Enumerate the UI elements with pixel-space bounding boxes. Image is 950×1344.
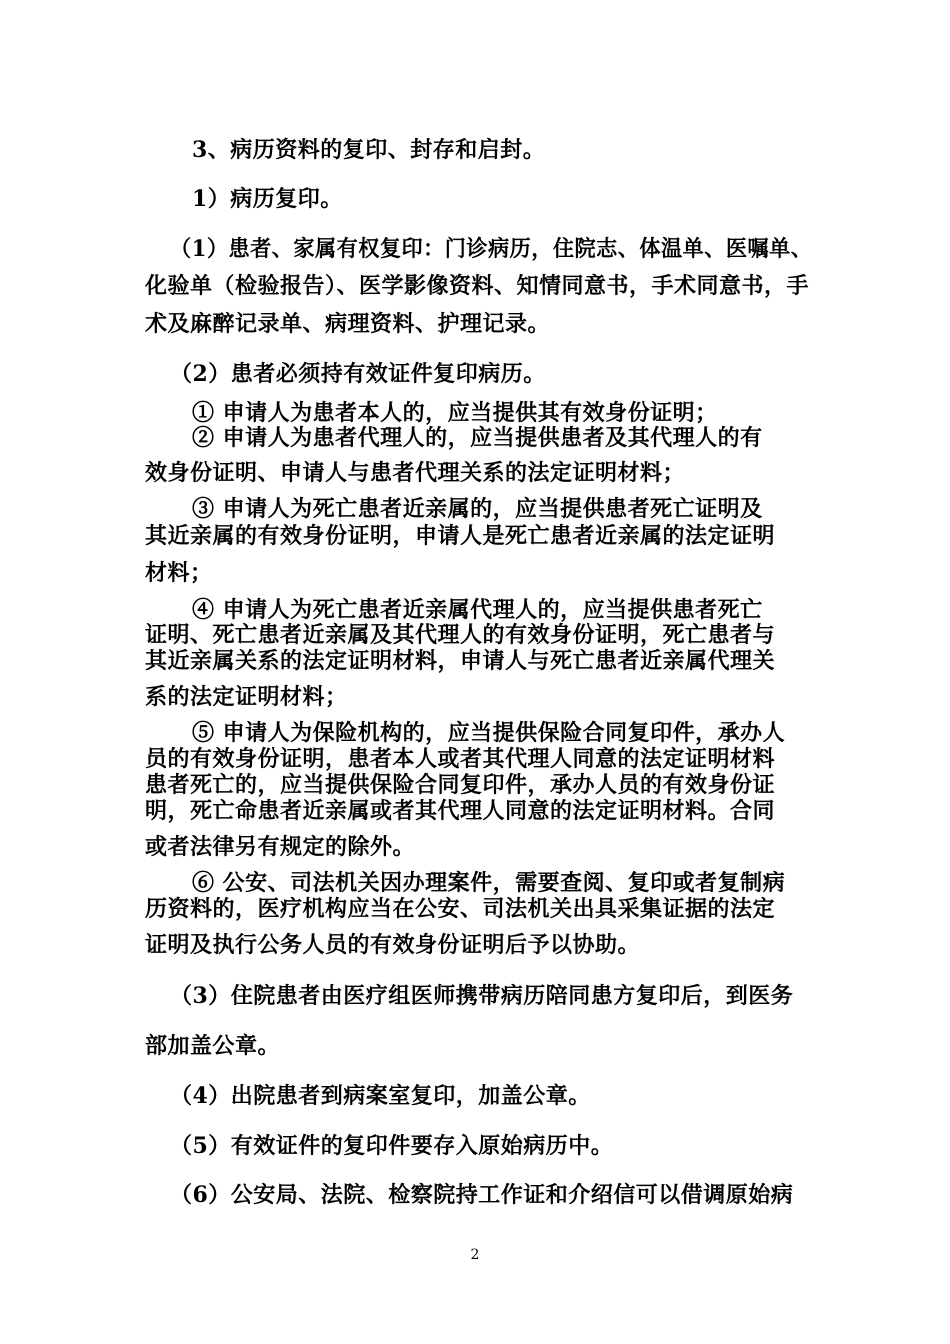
list-item-line: 患者死亡的，应当提供保险合同复印件，承办人员的有效身份证 <box>145 772 776 798</box>
subsection-heading: 1）病历复印。 <box>192 186 343 212</box>
paragraph-line: （5）有效证件的复印件要存入原始病历中。 <box>170 1133 614 1159</box>
section-heading: 3、病历资料的复印、封存和启封。 <box>192 137 546 163</box>
list-item-line: 明，死亡命患者近亲属或者其代理人同意的法定证明材料。合同 <box>145 798 776 824</box>
list-item-line: ⑥ 公安、司法机关因办理案件，需要查阅、复印或者复制病 <box>192 870 786 896</box>
list-item-line: 效身份证明、申请人与患者代理关系的法定证明材料； <box>145 460 686 486</box>
list-item-line: 其近亲属的有效身份证明，申请人是死亡患者近亲属的法定证明 <box>145 523 776 549</box>
list-item-line: ① 申请人为患者本人的，应当提供其有效身份证明； <box>192 400 718 426</box>
paragraph-line: （1）患者、家属有权复印：门诊病历，住院志、体温单、医嘱单、 <box>170 236 813 262</box>
list-item-line: 或者法律另有规定的除外。 <box>145 834 416 860</box>
list-item-line: 证明及执行公务人员的有效身份证明后予以协助。 <box>145 932 641 958</box>
list-item-line: 系的法定证明材料； <box>145 684 348 710</box>
list-item-line: 员的有效身份证明，患者本人或者其代理人同意的法定证明材料 <box>145 746 776 772</box>
list-item-line: 证明、死亡患者近亲属及其代理人的有效身份证明，死亡患者与 <box>145 622 776 648</box>
list-item-line: ③ 申请人为死亡患者近亲属的，应当提供患者死亡证明及 <box>192 496 763 522</box>
paragraph-line: （3）住院患者由医疗组医师携带病历陪同患方复印后，到医务 <box>170 983 794 1009</box>
list-item-line: ② 申请人为患者代理人的，应当提供患者及其代理人的有 <box>192 425 763 451</box>
paragraph-line: 部加盖公章。 <box>145 1033 281 1059</box>
list-item-line: 历资料的，医疗机构应当在公安、司法机关出具采集证据的法定 <box>145 896 776 922</box>
list-item-line: 材料； <box>145 560 213 586</box>
list-item-line: 其近亲属关系的法定证明材料，申请人与死亡患者近亲属代理关 <box>145 648 776 674</box>
page-number: 2 <box>470 1247 480 1263</box>
paragraph-line: 术及麻醉记录单、病理资料、护理记录。 <box>145 311 551 337</box>
paragraph-line: （4）出院患者到病案室复印，加盖公章。 <box>170 1083 591 1109</box>
paragraph-line: （2）患者必须持有效证件复印病历。 <box>170 361 546 387</box>
list-item-line: ⑤ 申请人为保险机构的，应当提供保险合同复印件，承办人 <box>192 720 786 746</box>
paragraph-line: （6）公安局、法院、检察院持工作证和介绍信可以借调原始病 <box>170 1182 794 1208</box>
paragraph-line: 化验单（检验报告）、医学影像资料、知情同意书，手术同意书，手 <box>145 273 810 299</box>
list-item-line: ④ 申请人为死亡患者近亲属代理人的，应当提供患者死亡 <box>192 597 763 623</box>
